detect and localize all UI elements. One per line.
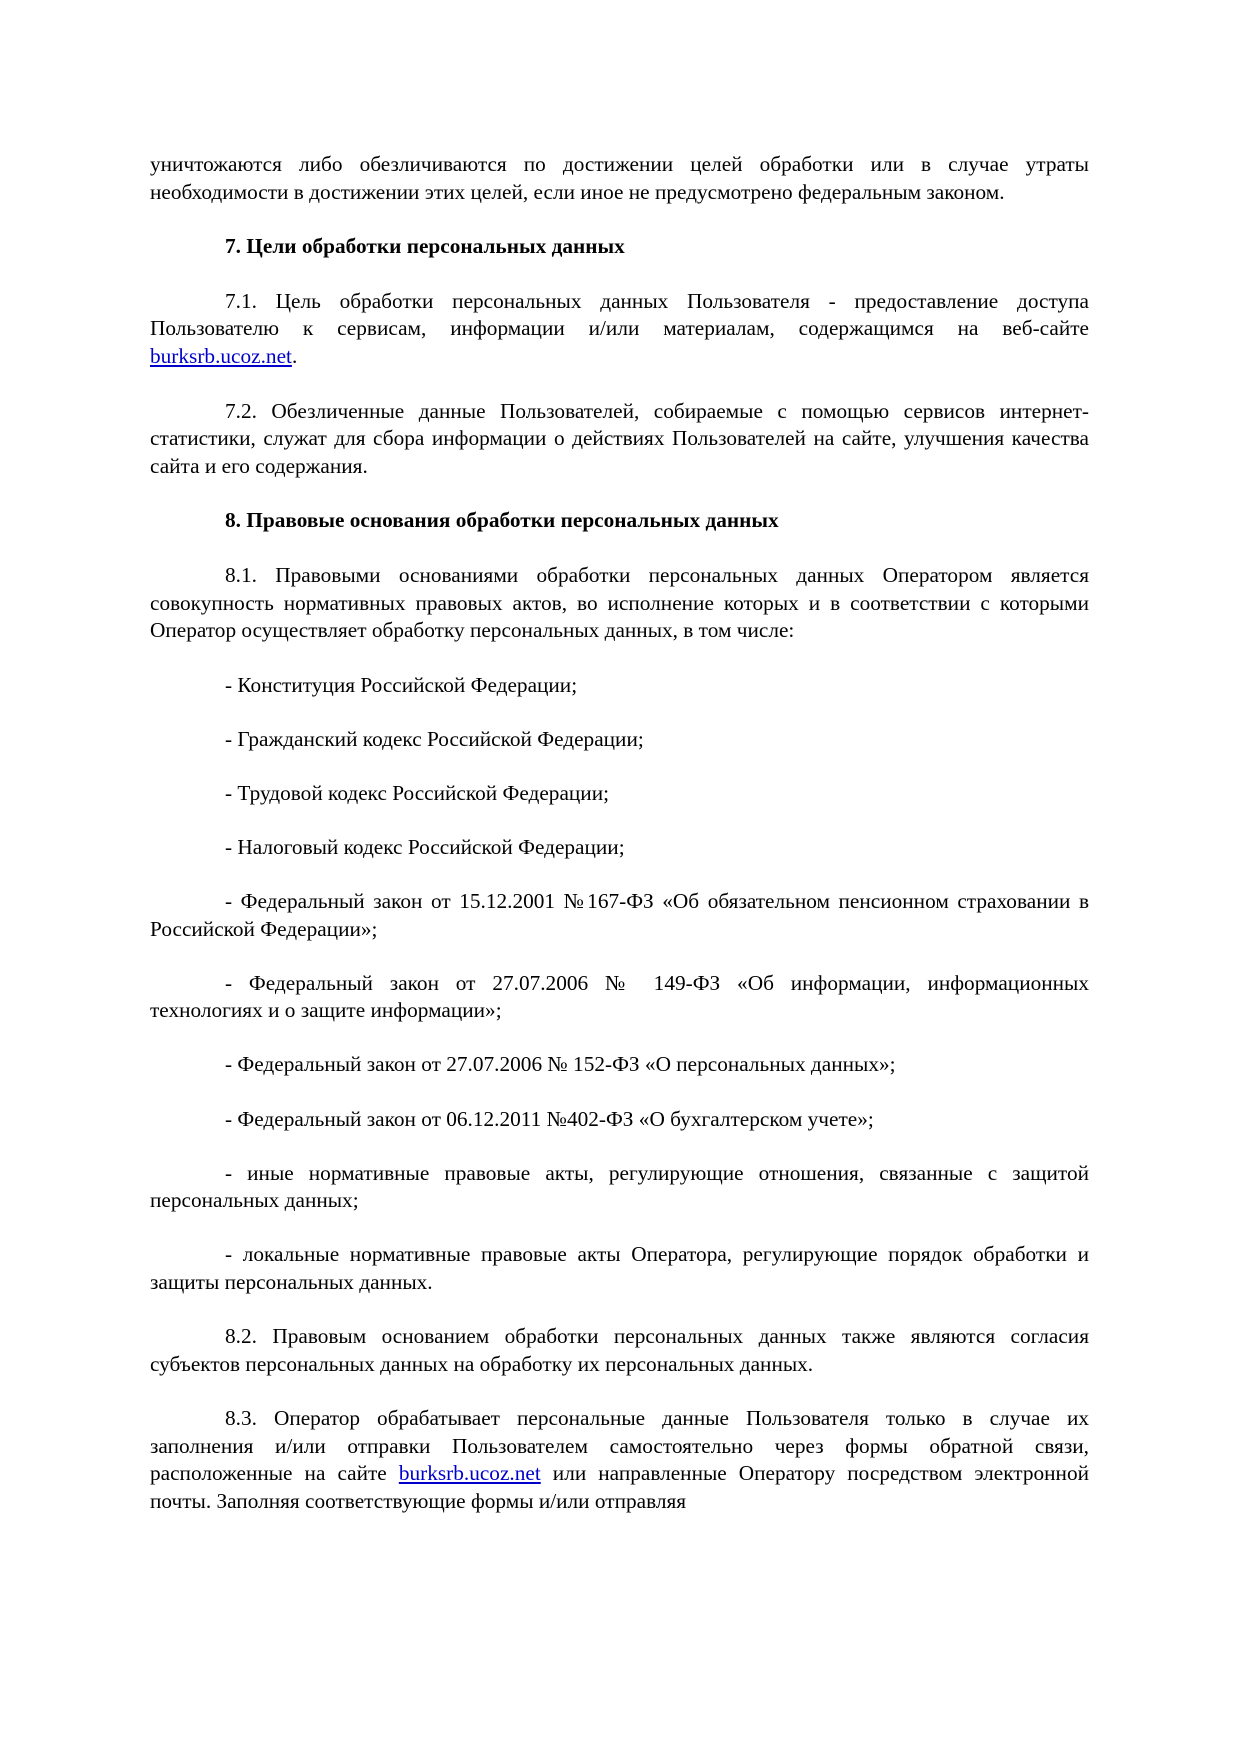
legal-acts-list <box>150 672 1089 1297</box>
paragraph-7-2: 7.2. Обезличенные данные Пользователей, собираемые с помощью сервисов интернет-статистики, служат для сбора информации о действиях Пользователей на сайте, улучшения качества сайта и его содержания. <box>150 398 1089 478</box>
site-link[interactable]: burksrb.ucoz.net <box>150 343 292 368</box>
section-8-heading: 8. Правовые основания обработки персональных данных <box>225 508 779 533</box>
legal-act-item: - Федеральный закон от 06.12.2011 №402-ФЗ «О бухгалтерском учете»; <box>225 1106 874 1131</box>
legal-act-item: - Налоговый кодекс Российской Федерации; <box>225 835 625 859</box>
paragraph-8-3-text: 8.3. Оператор обрабатывает персональные данные Пользователя только в случае их заполнения и/или отправки Пользователем самостоятельно через формы обратной связи, расположенные на сайте <box>150 1406 1089 1486</box>
legal-act-item: - Федеральный закон от 15.12.2001 №167-ФЗ «Об обязательном пенсионном страховании в Российской Федерации»; <box>150 889 1089 941</box>
legal-act-item: - иные нормативные правовые акты, регулирующие отношения, связанные с защитой персональных данных; <box>150 1160 1089 1213</box>
paragraph-7-1-text: 7.1. Цель обработки персональных данных Пользователя - предоставление доступа Пользователю к сервисам, информации и/или материалам, содержащимся на веб-сайте <box>150 288 1089 341</box>
paragraph-8-2: 8.2. Правовым основанием обработки персональных данных также являются согласия субъектов персональных данных на обработку их персональных данных. <box>150 1324 1089 1376</box>
legal-act-item: - Гражданский кодекс Российской Федерации; <box>225 726 644 751</box>
section-7-heading: 7. Цели обработки персональных данных <box>225 234 625 259</box>
paragraph-7-1-end: . <box>291 343 298 368</box>
paragraph-8-1: 8.1. Правовыми основаниями обработки персональных данных Оператором является совокупность нормативных правовых актов, во исполнение которых и в соответствии с которыми Оператор осуществляет обработку персональных данных, в том числе: <box>150 562 1089 643</box>
paragraph-7-1 <box>150 288 1089 371</box>
legal-act-item: - Федеральный закон от 27.07.2006 № 152-ФЗ «О персональных данных»; <box>225 1052 896 1077</box>
legal-act-item: - Трудовой кодекс Российской Федерации; <box>225 780 610 805</box>
document-page <box>150 151 1089 1543</box>
site-link[interactable]: burksrb.ucoz.net <box>398 1461 541 1486</box>
legal-act-item: - локальные нормативные правовые акты Оператора, регулирующие порядок обработки и защиты персональных данных. <box>150 1242 1089 1294</box>
intro-paragraph: уничтожаются либо обезличиваются по достижении целей обработки или в случае утраты необходимости в достижении этих целей, если иное не предусмотрено федеральным законом. <box>150 152 1089 204</box>
legal-act-item: - Федеральный закон от 27.07.2006 № 149-ФЗ «Об информации, информационных технологиях и о защите информации»; <box>150 970 1089 1023</box>
legal-act-item: - Конституция Российской Федерации; <box>225 672 578 697</box>
paragraph-8-3 <box>150 1405 1089 1515</box>
paragraph-8-3-end: или направленные Оператору посредством электронной почты. Заполняя соответствующие формы и/или отправляя <box>150 1461 1090 1513</box>
